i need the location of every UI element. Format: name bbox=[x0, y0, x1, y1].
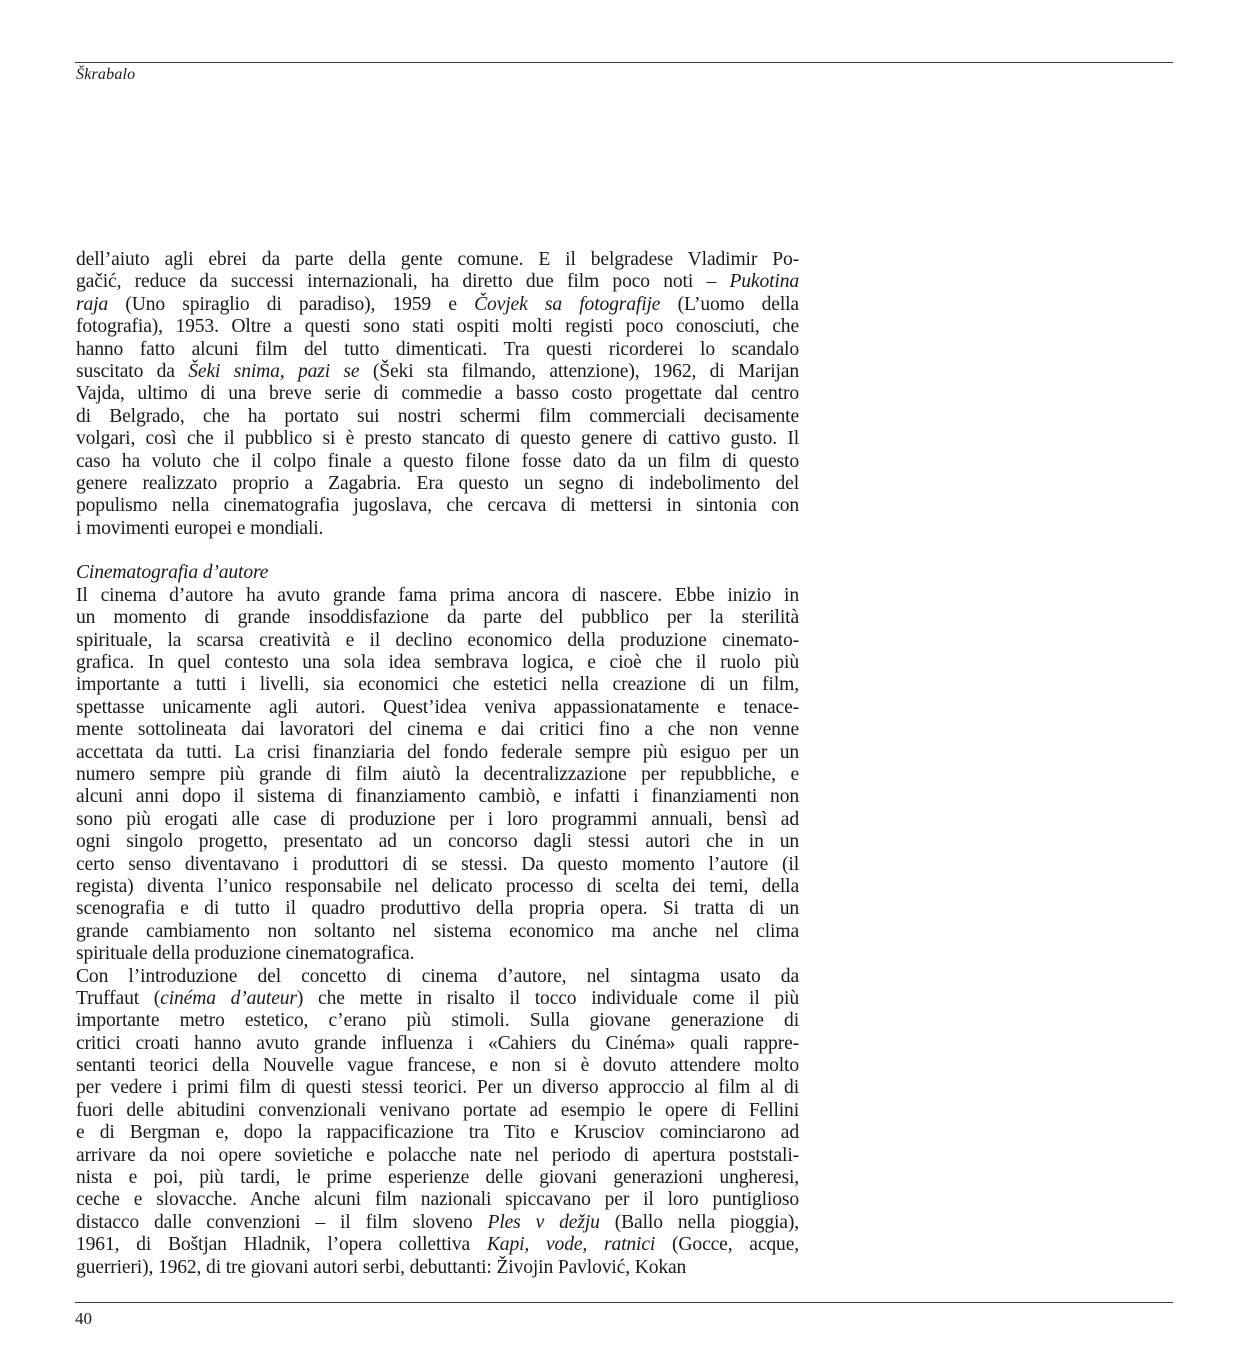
text-line: dell’aiuto agli ebrei da parte della gente comune. E il belgradese Vladimir Po- bbox=[76, 249, 799, 270]
text-line: critici croati hanno avuto grande influenza i «Cahiers du Cinéma» quali rappre- bbox=[76, 1032, 799, 1054]
text-line: per vedere i primi film di questi stessi teorici. Per un diverso approccio al film al di bbox=[76, 1077, 799, 1099]
text-line: populismo nella cinematografia jugoslava, che cercava di mettersi in sintonia con bbox=[76, 495, 799, 517]
italic-title: Šeki snima, pazi se bbox=[188, 360, 360, 382]
italic-title: cinéma d’auteur bbox=[160, 987, 297, 1009]
text-line: caso ha voluto che il colpo finale a questo filone fosse dato da un film di questo bbox=[76, 450, 799, 472]
text-line: di Belgrado, che ha portato sui nostri schermi film commerciali decisamente bbox=[76, 405, 799, 427]
text-line: spettasse unicamente agli autori. Quest’idea veniva appassionatamente e tenace- bbox=[76, 696, 799, 718]
italic-title: Kapi, vode, ratnici bbox=[486, 1234, 656, 1256]
text-line: hanno fatto alcuni film del tutto dimenticati. Tra questi ricorderei lo scandalo bbox=[76, 338, 799, 360]
text-line: ceche e slovacche. Anche alcuni film nazionali spiccavano per il loro puntiglioso bbox=[76, 1189, 799, 1211]
text-line: spirituale, la scarsa creatività e il declino economico della produzione cinemato- bbox=[76, 629, 799, 651]
text-line: suscitato da Šeki snima, pazi se (Šeki sta filmando, attenzione), 1962, di Marijan bbox=[76, 360, 799, 382]
text-line: arrivare da noi opere sovietiche e polacche nate nel periodo di apertura poststali- bbox=[76, 1144, 799, 1166]
text-line: importante a tutti i livelli, sia economici che estetici nella creazione di un film, bbox=[76, 674, 799, 696]
text-line: 1961, di Boštjan Hladnik, l’opera collettiva Kapi, vode, ratnici (Gocce, acque, bbox=[76, 1234, 799, 1256]
text-line: scenografia e di tutto il quadro produttivo della propria opera. Si tratta di un bbox=[76, 898, 799, 920]
italic-title: Pukotina bbox=[729, 271, 799, 293]
page-number: 40 bbox=[75, 1309, 92, 1328]
text-line: raja (Uno spiraglio di paradiso), 1959 e Čovjek sa fotografije (L’uomo della bbox=[76, 293, 799, 315]
footer-rule bbox=[75, 1302, 1173, 1303]
italic-title: Čovjek sa fotografije bbox=[474, 293, 661, 315]
text-line: fuori delle abitudini convenzionali venivano portate ad esempio le opere di Fellini bbox=[76, 1099, 799, 1121]
text-line: ogni singolo progetto, presentato ad un concorso dagli stessi autori che in un bbox=[76, 831, 799, 853]
text-line: grafica. In quel contesto una sola idea sembrava logica, e cioè che il ruolo più bbox=[76, 652, 799, 674]
text-line: nista e poi, più tardi, le prime esperienze delle giovani generazioni ungheresi, bbox=[76, 1167, 799, 1189]
text-line: sentanti teorici della Nouvelle vague francese, e non si è dovuto attendere molto bbox=[76, 1055, 799, 1077]
running-head: Škrabalo bbox=[76, 66, 136, 83]
text-line: gačić, reduce da successi internazionali, ha diretto due film poco noti – Pukotina bbox=[76, 271, 799, 293]
text-line: Con l’introduzione del concetto di cinema d’autore, nel sintagma usato da bbox=[76, 965, 799, 987]
body-text bbox=[76, 249, 799, 1279]
text-line: fotografia), 1953. Oltre a questi sono stati ospiti molti registi poco conosciuti, che bbox=[76, 316, 799, 338]
paragraph-1 bbox=[76, 249, 799, 540]
text-line: Truffaut (cinéma d’auteur) che mette in risalto il tocco individuale come il più bbox=[76, 987, 799, 1009]
header-rule bbox=[75, 62, 1173, 63]
text-line: importante metro estetico, c’erano più stimoli. Sulla giovane generazione di bbox=[76, 1010, 799, 1032]
paragraph-gap bbox=[76, 540, 799, 562]
text-line: mente sottolineata dai lavoratori del cinema e dai critici fino a che non venne bbox=[76, 719, 799, 741]
italic-title: Ples v dežju bbox=[487, 1211, 600, 1233]
text-line: spirituale della produzione cinematografica. bbox=[76, 943, 415, 965]
text-line: certo senso diventavano i produttori di se stessi. Da questo momento l’autore (il bbox=[76, 853, 799, 875]
text-line: grande cambiamento non soltanto nel sistema economico ma anche nel clima bbox=[76, 920, 799, 942]
text-line: genere realizzato proprio a Zagabria. Era questo un segno di indebolimento del bbox=[76, 472, 799, 494]
text-line: accettata da tutti. La crisi finanziaria del fondo federale sempre più esiguo per un bbox=[76, 741, 799, 763]
text-line: Vajda, ultimo di una breve serie di commedie a basso costo progettate dal centro bbox=[76, 383, 799, 405]
text-line: i movimenti europei e mondiali. bbox=[76, 517, 324, 539]
paragraph-2 bbox=[76, 585, 799, 966]
text-line: numero sempre più grande di film aiutò la decentralizzazione per repubbliche, e bbox=[76, 763, 799, 785]
text-line: un momento di grande insoddisfazione da parte del pubblico per la sterilità bbox=[76, 607, 799, 629]
paragraph-3 bbox=[76, 966, 799, 1279]
text-line: e di Bergman e, dopo la rappacificazione tra Tito e Krusciov cominciarono ad bbox=[76, 1122, 799, 1144]
text-line: Il cinema d’autore ha avuto grande fama prima ancora di nascere. Ebbe inizio in bbox=[76, 584, 799, 606]
text-line: guerrieri), 1962, di tre giovani autori serbi, debuttanti: Živojin Pavlović, Kokan bbox=[76, 1256, 687, 1278]
text-line: volgari, così che il pubblico si è presto stancato di questo genere di cattivo gusto. Il bbox=[76, 428, 799, 450]
text-line: distacco dalle convenzioni – il film sloveno Ples v dežju (Ballo nella pioggia), bbox=[76, 1211, 799, 1233]
text-line: regista) diventa l’unico responsabile nel delicato processo di scelta dei temi, della bbox=[76, 875, 799, 897]
text-line: sono più erogati alle case di produzione per i loro programmi annuali, bensì ad bbox=[76, 808, 799, 830]
text-line: alcuni anni dopo il sistema di finanziamento cambiò, e infatti i finanziamenti non bbox=[76, 786, 799, 808]
section-heading: Cinematografia d’autore bbox=[76, 562, 269, 584]
italic-title: raja bbox=[76, 293, 109, 315]
